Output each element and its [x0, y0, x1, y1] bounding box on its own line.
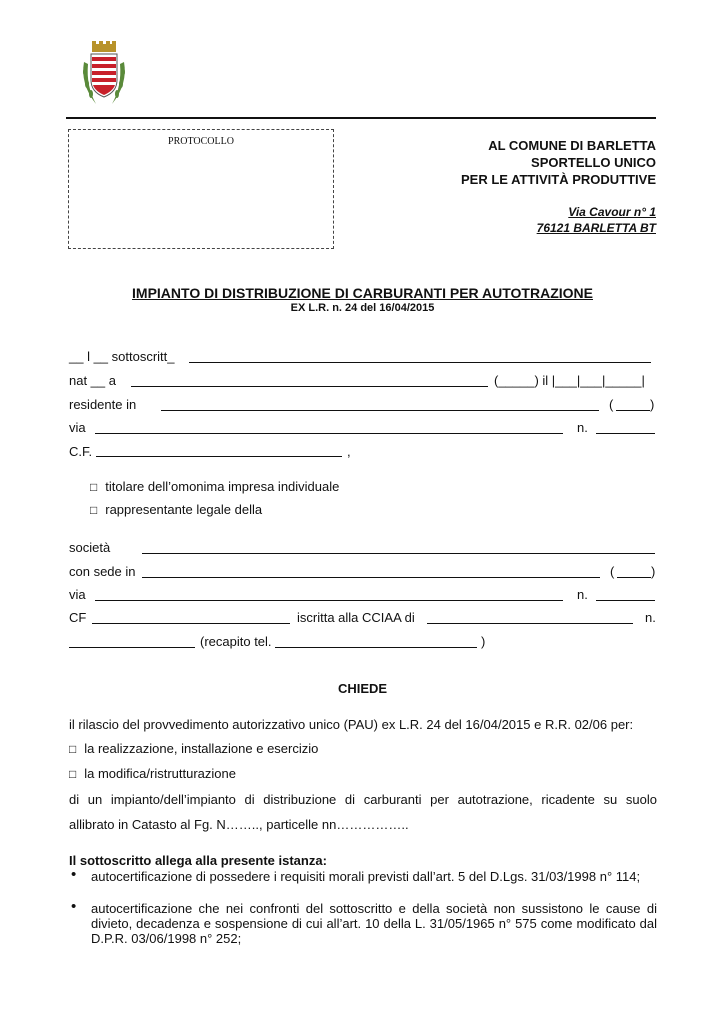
option-realizzazione[interactable] [69, 741, 318, 756]
company-prov-field[interactable] [617, 577, 651, 578]
paren-open: ( [609, 397, 614, 412]
label-sede: con sede in [69, 564, 136, 579]
crown-icon [92, 41, 116, 52]
bullet-1: • [71, 866, 77, 883]
street-field[interactable] [95, 433, 563, 434]
protocol-label: PROTOCOLLO [168, 136, 234, 147]
tax-code-field[interactable] [96, 456, 342, 457]
company-street-number-field[interactable] [596, 600, 655, 601]
label-sottoscritto: __ l __ sottoscritt_ [69, 349, 175, 364]
paren-close: ) [650, 397, 655, 412]
option-rappresentante[interactable] [90, 502, 262, 517]
request-intro: il rilascio del provvedimento autorizzativo unico (PAU) ex L.R. 24 del 16/04/2015 e R.R. 02/06 per: [69, 717, 634, 732]
comma: , [347, 444, 351, 459]
chiede-heading: CHIEDE [337, 681, 388, 696]
company-street-field[interactable] [95, 600, 563, 601]
option-titolare-label: titolare dell’omonima impresa individuale [105, 479, 340, 494]
company-paren-open: ( [610, 564, 615, 579]
company-name-field[interactable] [142, 553, 655, 554]
label-via: via [69, 420, 86, 435]
document-title: IMPIANTO DI DISTRIBUZIONE DI CARBURANTI PER AUTOTRAZIONE [132, 285, 593, 301]
label-company-cf: CF [69, 610, 87, 625]
label-cf: C.F. [69, 444, 93, 459]
company-paren-close: ) [651, 564, 656, 579]
residence-field[interactable] [161, 410, 599, 411]
recapito-close: ) [481, 634, 486, 649]
birthplace-field[interactable] [131, 386, 488, 387]
label-company-numero: n. [577, 587, 588, 602]
name-field[interactable] [189, 362, 651, 363]
request-body: di un impianto/dell’impianto di distribuzione di carburanti per autotrazione, ricadente su suolo [69, 792, 657, 807]
label-numero: n. [577, 420, 588, 435]
recipient-line-3: PER LE ATTIVITÀ PRODUTTIVE [460, 172, 656, 187]
label-recapito: (recapito tel. [200, 634, 272, 649]
checkbox-titolare[interactable]: □ [90, 480, 98, 494]
label-birth-prov-date: (_____) il |___|___|_____| [494, 373, 645, 388]
attachments-heading: Il sottoscritto allega alla presente istanza: [69, 853, 327, 868]
coat-of-arms-logo [78, 40, 130, 112]
option-modifica-label: la modifica/ristrutturazione [84, 766, 236, 781]
address-street: Via Cavour n° 1 [568, 205, 656, 219]
label-nato-a: nat __ a [69, 373, 116, 388]
label-residente: residente in [69, 397, 137, 412]
shield-icon [91, 54, 117, 97]
document-subtitle: EX L.R. n. 24 del 16/04/2015 [290, 302, 435, 314]
street-number-field[interactable] [596, 433, 655, 434]
option-realizzazione-label: la realizzazione, installazione e esercizio [84, 741, 319, 756]
option-titolare[interactable] [90, 479, 339, 494]
residence-prov-field[interactable] [616, 410, 650, 411]
cciaa-field[interactable] [427, 623, 633, 624]
attachment-item-2: autocertificazione che nei confronti del sottoscritto e della società non sussistono le cause di divieto, decadenza e sospensione di cui all’art. 10 della L. 31/05/1965 n° 575 come modificato dal D.P.R. 03/06/1998 n° 252; [91, 901, 657, 946]
phone-field[interactable] [275, 647, 477, 648]
request-catasto: allibrato in Catasto al Fg. N…….., particelle nn…………….. [69, 817, 409, 832]
address-city: 76121 BARLETTA BT [536, 221, 656, 235]
label-societa: società [69, 540, 111, 555]
label-company-via: via [69, 587, 86, 602]
cciaa-number-field[interactable] [69, 647, 195, 648]
option-modifica[interactable] [69, 766, 236, 781]
checkbox-rappresentante[interactable]: □ [90, 503, 98, 517]
label-cciaa-numero: n. [645, 610, 656, 625]
attachment-item-1: autocertificazione di possedere i requisiti morali previsti dall’art. 5 del D.Lgs. 31/03/1998 n° 114; [91, 869, 641, 884]
recipient-line-1: AL COMUNE DI BARLETTA [488, 138, 656, 153]
company-tax-code-field[interactable] [92, 623, 290, 624]
checkbox-modifica[interactable]: □ [69, 767, 77, 781]
recipient-line-2: SPORTELLO UNICO [531, 155, 656, 170]
checkbox-realizzazione[interactable]: □ [69, 742, 77, 756]
company-seat-field[interactable] [142, 577, 600, 578]
protocol-box [68, 129, 334, 249]
header-rule [66, 117, 656, 119]
bullet-2: • [71, 898, 77, 915]
label-cciaa: iscritta alla CCIAA di [297, 610, 415, 625]
option-rappresentante-label: rappresentante legale della [105, 502, 263, 517]
